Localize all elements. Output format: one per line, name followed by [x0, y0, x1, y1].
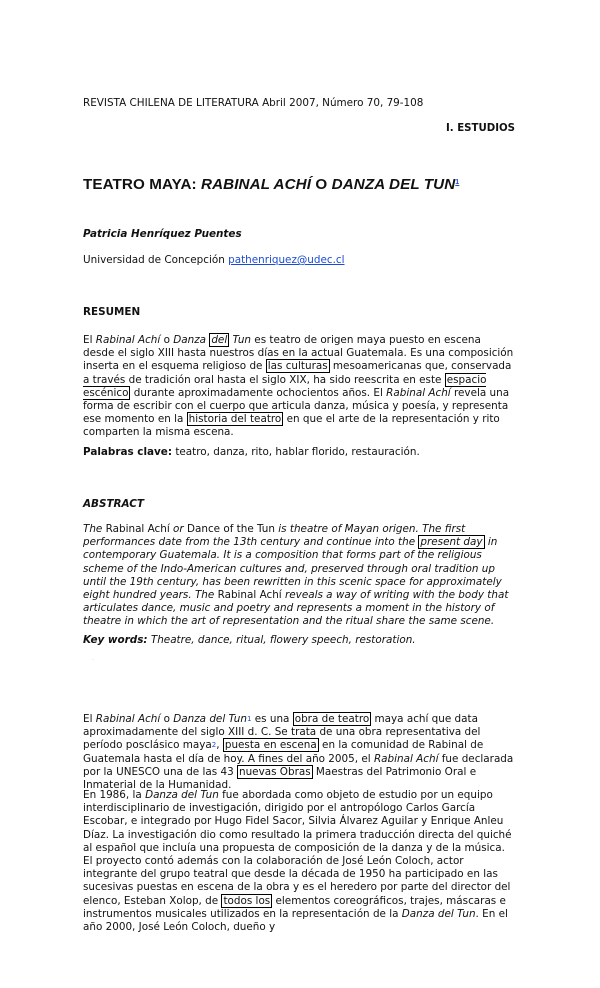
- journal-citation: REVISTA CHILENA DE LITERATURA Abril 2007, Número 70, 79-108: [83, 97, 424, 109]
- body-paragraph-1: El Rabinal Achí o Danza del Tun$^1$ es una obra de teatro maya achí que data aproximadamente del siglo XIII d. C. Se trata de una obra representativa del período posclásico maya$^2$, puesta en escena en la comunidad de Rabinal de Guatemala hasta el día de hoy. A fines del año 2005, el Rabinal Achí fue declarada por la UNESCO una de las 43 nuevas Obras Maestras del Patrimonio Oral e Inmaterial de la Humanidad.: [83, 713, 514, 792]
- footnote-1-link[interactable]: 1: [246, 715, 252, 723]
- affiliation-name: Universidad de Concepción: [83, 254, 225, 266]
- highlight-todos-los[interactable]: todos los: [223, 894, 271, 907]
- highlight-obra-de-teatro[interactable]: obra de teatro: [294, 713, 370, 725]
- highlight-espacio-escenico[interactable]: espacio escénico: [83, 373, 487, 399]
- highlight-puesta-en-escena[interactable]: puesta en escena: [224, 739, 317, 752]
- body-paragraph-2: En 1986, la Danza del Tun fue abordada como objeto de estudio por un equipo interdisciplinario de investigación, dirigido por el antropólogo Carlos García Escobar, e integrado por Hugo Fidel Sacor, Silvia Álvarez Aguilar y Enrique Anleu Díaz. La investigación dio como resultado la primera traducción directa del quiché al español que incluía una propuesta de composición de la danza y de la música. El proyecto contó además con la colaboración de José León Coloch, actor integrante del grupo teatral que desde la década de 1950 ha participado en las sucesivas puestas en escena de la obra y es el heredero por parte del director del elenco, Esteban Xolop, de todos los elementos coreográficos, trajes, máscaras e instrumentos musicales utilizados en la representación de la Danza del Tun. En el año 2000, José León Coloch, dueño y: [83, 789, 512, 934]
- keywords-es: [83, 446, 515, 459]
- highlight-nuevas-obras[interactable]: nuevas Obras: [239, 765, 311, 778]
- resumen-paragraph: El Rabinal Achí o Danza del Tun es teatro de origen maya puesto en escena desde el siglo XIII hasta nuestros días en la actual Guatemala. Es una composición inserta en el esquema religioso de las culturas mesoamericanas que, conservada a través de tradición oral hasta el siglo XIX, ha sido reescrita en este espacio escénico durante aproximadamente ochocientos años. El Rabinal Achí revela una forma de escribir con el cuerpo que articula danza, música y poesía, y representa ese momento en la historia del teatro en que el arte de la representación y rito comparten la misma escena.: [83, 334, 514, 439]
- author-name: Patricia Henríquez Puentes: [83, 228, 242, 240]
- abstract-heading: ABSTRACT: [83, 498, 144, 510]
- title-footnote-link[interactable]: 1: [455, 179, 460, 186]
- stray-mark: ·: [92, 657, 94, 664]
- title-prefix: TEATRO MAYA:: [83, 176, 202, 193]
- abstract-paragraph: The Rabinal Achí or Dance of the Tun is theatre of Mayan origen. The first performances date from the 13th century and continue into the present day in contemporary Guatemala. It is a composition that forms part of the religious scheme of the Indo-American cultures and, preserved through oral tradition up until the 19th century, has been rewritten in this scenic space for approximately eight hundred years. The Rabinal Achí reveals a way of writing with the body that articulates dance, music and poetry and represents a moment in the history of theatre in which the art of representation and the ritual share the same scene.: [83, 523, 509, 628]
- section-label: I. ESTUDIOS: [446, 123, 515, 134]
- email-link[interactable]: pathenriquez@udec.cl: [228, 254, 345, 266]
- keywords-en: [83, 634, 515, 647]
- highlight-las-culturas[interactable]: las culturas: [267, 360, 328, 373]
- keywords-es-value: teatro, danza, rito, hablar florido, restauración.: [172, 446, 420, 458]
- highlight-historia-del-teatro[interactable]: historia del teatro: [188, 413, 282, 426]
- title-italic-2: DANZA DEL TUN: [331, 176, 456, 193]
- highlight-del[interactable]: del: [211, 334, 228, 346]
- title-italic-1: RABINAL ACHÍ: [201, 176, 312, 193]
- title-mid: O: [311, 176, 332, 193]
- footnote-2-link[interactable]: 2: [211, 741, 217, 750]
- affiliation: [83, 254, 515, 267]
- resumen-heading: RESUMEN: [83, 306, 141, 318]
- keywords-en-label: Key words:: [83, 634, 148, 646]
- article-title: [83, 176, 515, 194]
- highlight-present-day[interactable]: present day: [420, 536, 483, 549]
- keywords-es-label: Palabras clave:: [83, 446, 173, 458]
- keywords-en-value: Theatre, dance, ritual, flowery speech, restoration.: [147, 634, 416, 646]
